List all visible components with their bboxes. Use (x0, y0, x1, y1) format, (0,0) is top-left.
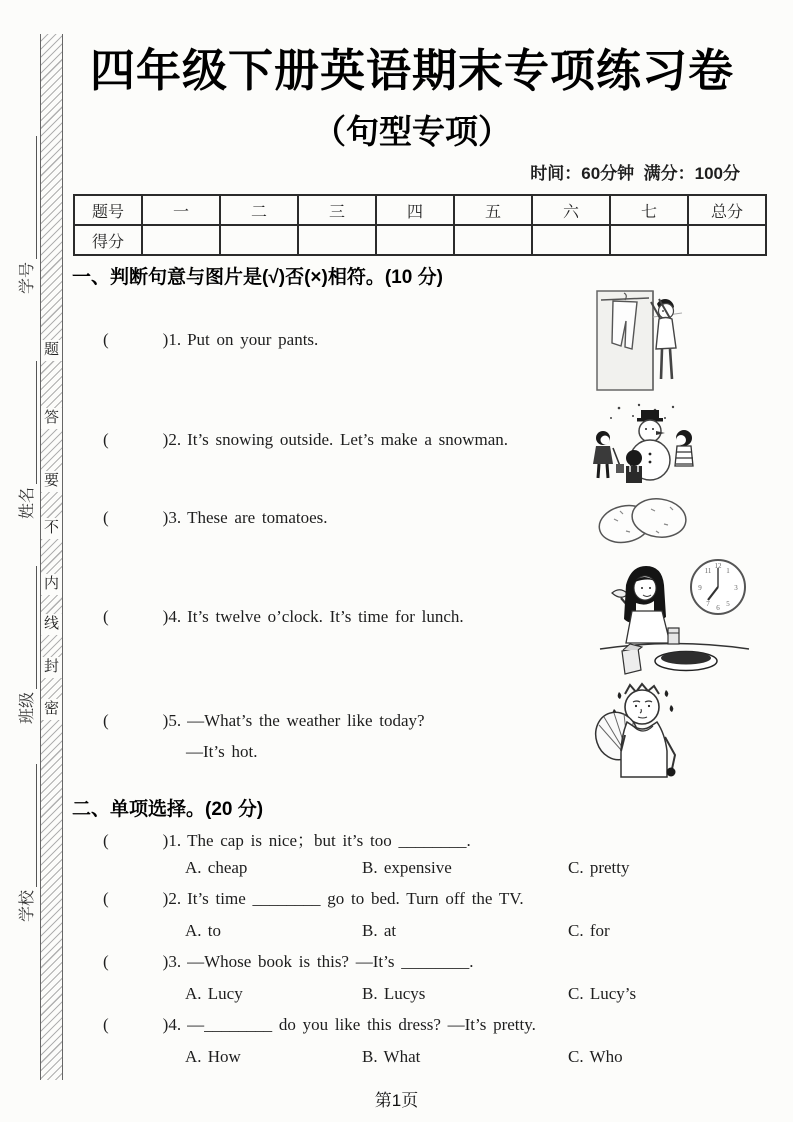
option-b: B. at (362, 921, 397, 940)
illustration-two-potatoes (596, 491, 692, 553)
student-id-blank-line (21, 136, 37, 259)
judge-item-1 (103, 330, 318, 350)
answer-parentheses: ( )1. (103, 330, 182, 349)
judge-item-5 (103, 711, 425, 731)
option-b: B. Lucys (362, 984, 426, 1003)
score-table-header-row (74, 195, 766, 225)
answer-parentheses: ( )3. (103, 508, 182, 527)
column-header: 四 (376, 195, 454, 225)
empty-score-cell (298, 225, 376, 255)
empty-score-cell (610, 225, 688, 255)
option-c: C. pretty (568, 858, 630, 877)
student-id-label: 学号 (19, 261, 36, 294)
judge-item-2 (103, 430, 508, 450)
option-c: C. Lucy’s (568, 984, 637, 1003)
item-text: It’s twelve o’clock. It’s time for lunch. (187, 607, 464, 626)
item-text: —________ do you like this dress? —It’s pretty. (187, 1015, 536, 1034)
page-subtitle: （句型专项） (313, 113, 511, 150)
school-field (15, 764, 37, 922)
column-header: 六 (532, 195, 610, 225)
choice-item-3-options (0, 984, 793, 1008)
judge-item-4 (103, 607, 464, 627)
answer-parentheses: ( )1. (103, 831, 182, 850)
page-title: 四年级下册英语期末专项练习卷 (89, 45, 734, 96)
judge-item-3 (103, 508, 328, 528)
item-text: —Whose book is this? —It’s ________. (187, 952, 474, 971)
seal-char: 题 (41, 340, 62, 361)
illustration-boy-hanging-pants (595, 289, 683, 397)
answer-parentheses: ( )3. (103, 952, 182, 971)
name-field (15, 361, 37, 519)
option-a: A. How (185, 1047, 241, 1066)
seal-char: 答 (41, 408, 62, 429)
time-and-score-info: 时间：60分钟 满分：100分 (530, 164, 740, 183)
class-field (15, 566, 37, 724)
empty-score-cell (220, 225, 298, 255)
option-b: B. What (362, 1047, 421, 1066)
item-text: It’s time ________ go to bed. Turn off the TV. (187, 889, 524, 908)
option-a: A. cheap (185, 858, 248, 877)
empty-score-cell (142, 225, 220, 255)
item-text: —It’s hot. (186, 742, 258, 761)
score-table-score-row (74, 225, 766, 255)
illustration-girl-lunch-clock (598, 551, 751, 696)
choice-item-2-options (0, 921, 793, 945)
svg-text:9: 9 (698, 584, 702, 592)
answer-parentheses: ( )2. (103, 889, 182, 908)
student-id-field (15, 136, 37, 294)
page-number: 第1页 (374, 1091, 419, 1110)
item-text: Put on your pants. (187, 330, 319, 349)
column-header: 七 (610, 195, 688, 225)
svg-text:5: 5 (726, 600, 730, 608)
svg-text:1: 1 (726, 567, 730, 575)
seal-char: 内 (41, 574, 62, 595)
illustration-hot-man-with-fan (591, 679, 693, 792)
seal-char: 不 (41, 518, 62, 539)
option-c: C. for (568, 921, 610, 940)
empty-score-cell (688, 225, 766, 255)
item-text: The cap is nice；but it’s too ________. (187, 831, 471, 850)
column-header: 二 (220, 195, 298, 225)
svg-text:7: 7 (706, 600, 710, 608)
seal-char: 要 (41, 471, 62, 492)
item-text: These are tomatoes. (187, 508, 328, 527)
svg-text:3: 3 (734, 584, 738, 592)
option-a: A. Lucy (185, 984, 243, 1003)
name-blank-line (21, 361, 37, 484)
svg-text:11: 11 (704, 567, 712, 575)
question-number-label: 题号 (74, 195, 142, 225)
school-label: 学校 (19, 889, 36, 922)
empty-score-cell (376, 225, 454, 255)
seal-char: 封 (41, 657, 62, 678)
item-text: It’s snowing outside. Let’s make a snowman. (187, 430, 509, 449)
score-table (73, 194, 767, 256)
svg-text:12: 12 (714, 562, 722, 570)
class-label: 班级 (19, 691, 36, 724)
seal-char: 线 (41, 614, 62, 635)
illustration-children-making-snowman (589, 402, 699, 497)
empty-score-cell (532, 225, 610, 255)
class-blank-line (21, 566, 37, 689)
column-header: 三 (298, 195, 376, 225)
option-a: A. to (185, 921, 221, 940)
name-label: 姓名 (19, 486, 36, 519)
choice-item-1-options (0, 858, 793, 882)
answer-parentheses: ( )2. (103, 430, 182, 449)
score-label: 得分 (74, 225, 142, 255)
choice-item-2 (103, 889, 524, 909)
choice-item-4-options (0, 1047, 793, 1071)
choice-item-1 (103, 826, 471, 851)
choice-item-3 (103, 952, 473, 972)
section1-heading: 一、判断句意与图片是(√)否(×)相符。(10 分) (72, 267, 443, 288)
section2-heading: 二、单项选择。(20 分) (72, 799, 264, 820)
answer-parentheses: ( )4. (103, 1015, 182, 1034)
column-header: 一 (142, 195, 220, 225)
seal-char: 密 (41, 699, 62, 720)
total-score-header: 总分 (688, 195, 766, 225)
column-header: 五 (454, 195, 532, 225)
item-text: —What’s the weather like today? (187, 711, 425, 730)
option-c: C. Who (568, 1047, 623, 1066)
judge-item-5-line2 (186, 742, 257, 762)
svg-text:6: 6 (716, 604, 720, 612)
answer-parentheses: ( )5. (103, 711, 182, 730)
answer-parentheses: ( )4. (103, 607, 182, 626)
empty-score-cell (454, 225, 532, 255)
option-b: B. expensive (362, 858, 452, 877)
choice-item-4 (103, 1015, 536, 1035)
